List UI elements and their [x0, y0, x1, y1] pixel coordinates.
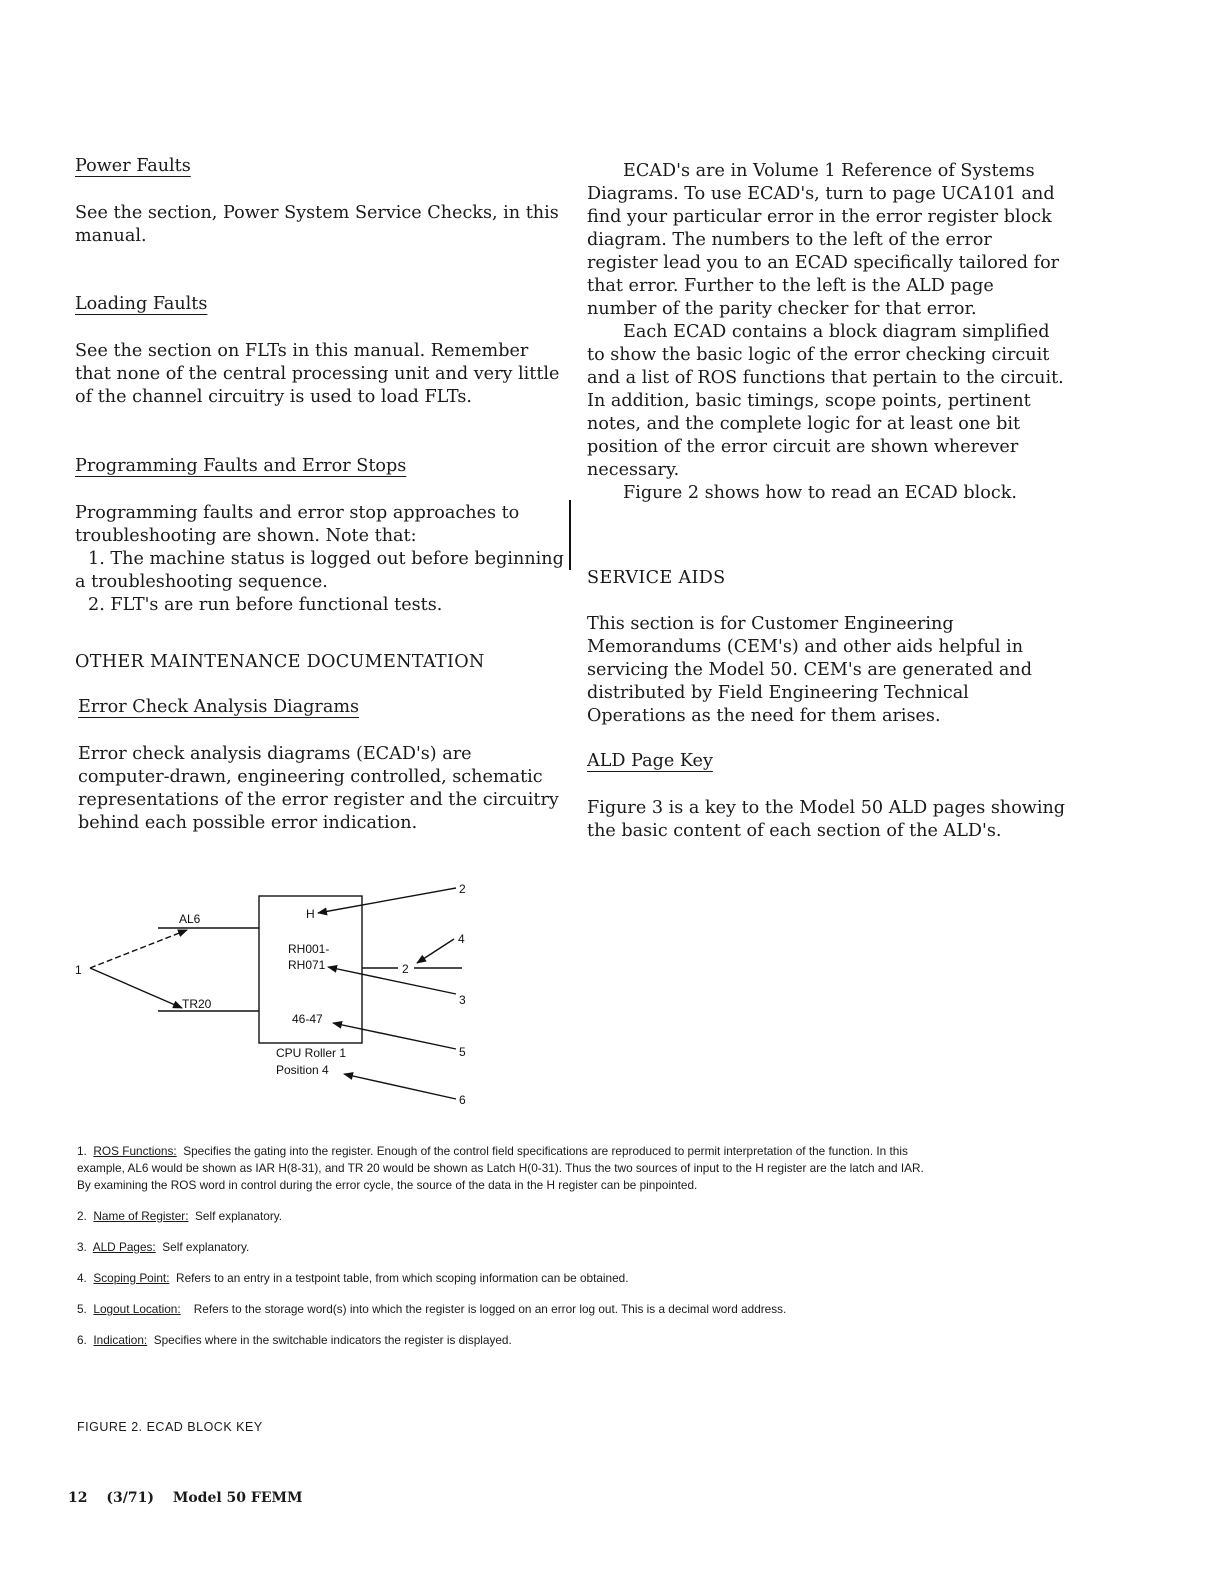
ecad-paragraph-2: Each ECAD contains a block diagram simplified to show the basic logic of the error checking circuit and a list of ROS functions that pertain to the circuit. In addition, basic timings, scope points, pertinent notes, and the complete logic for at least one bit position of the error circuit are shown wherever necessary. [587, 322, 1064, 480]
ecad-block-diagram [60, 875, 500, 1115]
note-6: 6. Indication: Specifies where in the switchable indicators the register is displayed. [77, 1333, 512, 1347]
page-footer [68, 1490, 317, 1506]
note-3: 3. ALD Pages: Self explanatory. [77, 1240, 250, 1254]
callout-2-to-h [318, 888, 456, 913]
label-5: 5 [459, 1045, 466, 1059]
revision-date: (3/71) [106, 1490, 154, 1506]
note-5: 5. Logout Location: Refers to the storage word(s) into which the register is logged on an error log out. This is a decimal word address. [77, 1302, 787, 1316]
right-column [587, 160, 1067, 843]
programming-faults-heading: Programming Faults and Error Stops [75, 456, 407, 476]
callout-4 [417, 939, 454, 963]
manual-title: Model 50 FEMM [172, 1490, 303, 1506]
ecad-paragraph-3: Figure 2 shows how to read an ECAD block. [623, 483, 1017, 503]
label-cpu-roller: CPU Roller 1 [276, 1046, 347, 1060]
label-3: 3 [459, 993, 466, 1007]
note-2: 2. Name of Register: Self explanatory. [77, 1209, 283, 1223]
programming-faults-body: Programming faults and error stop approaches to troubleshooting are shown. Note that: [75, 503, 520, 546]
power-faults-body: See the section, Power System Service Checks, in this manual. [75, 203, 559, 246]
label-position: Position 4 [276, 1063, 329, 1077]
revision-bar [569, 500, 571, 570]
label-rh071: RH071 [288, 958, 326, 972]
callout-1-to-al6 [90, 930, 187, 968]
callout-6 [344, 1074, 456, 1099]
service-aids-heading: SERVICE AIDS [587, 568, 726, 588]
other-docs-heading: OTHER MAINTENANCE DOCUMENTATION [75, 652, 485, 672]
label-6: 6 [459, 1093, 466, 1107]
label-h: H [306, 907, 315, 921]
label-1: 1 [75, 963, 82, 977]
callout-3 [328, 967, 456, 994]
ecad-paragraph-1: ECAD's are in Volume 1 Reference of Systems Diagrams. To use ECAD's, turn to page UCA101 and find your particular error in the error register block diagram. The numbers to the left of the error register lead you to an ECAD specifically tailored for that error. Further to the left is the ALD page number of the parity checker for that error. [587, 161, 1060, 319]
figure-notes [77, 1143, 937, 1363]
label-2-mid: 2 [402, 962, 409, 976]
ecad-intro-body: Error check analysis diagrams (ECAD's) are computer-drawn, engineering controlled, schematic representations of the error register and the circuitry behind each possible error indication. [78, 744, 559, 833]
label-4: 4 [458, 932, 465, 946]
label-2-top: 2 [459, 882, 466, 896]
programming-faults-item-2: 2. FLT's are run before functional tests. [88, 595, 443, 615]
figure-caption: FIGURE 2. ECAD BLOCK KEY [77, 1420, 263, 1434]
page-number: 12 [68, 1490, 88, 1506]
service-aids-body: This section is for Customer Engineering Memorandums (CEM's) and other aids helpful in servicing the Model 50. CEM's are generated and distributed by Field Engineering Technical Operations as the need for them arises. [587, 614, 1032, 726]
ald-page-key-body: Figure 3 is a key to the Model 50 ALD pages showing the basic content of each section of the ALD's. [587, 798, 1066, 841]
callout-1-to-tr20 [90, 968, 182, 1008]
power-faults-heading: Power Faults [75, 156, 191, 176]
programming-faults-item-1: 1. The machine status is logged out before beginning a troubleshooting sequence. [75, 549, 564, 592]
note-4: 4. Scoping Point: Refers to an entry in a testpoint table, from which scoping information can be obtained. [77, 1271, 629, 1285]
note-1: 1. ROS Functions: Specifies the gating into the register. Enough of the control field specifications are reproduced to permit interpretation of the function. In this example, AL6 would be shown as IAR H(8-31), and TR 20 would be shown as Latch H(0-31). Thus the two sources of input to the H register are the latch and IAR. By examining the ROS word in control during the error cycle, the source of the data in the H register can be pinpointed. [77, 1144, 924, 1192]
label-46-47: 46-47 [292, 1012, 323, 1026]
ald-page-key-heading: ALD Page Key [587, 751, 713, 771]
left-column [75, 155, 565, 835]
ecad-subheading: Error Check Analysis Diagrams [78, 697, 360, 717]
label-al6: AL6 [179, 912, 201, 926]
loading-faults-heading: Loading Faults [75, 294, 208, 314]
label-tr20: TR20 [182, 997, 212, 1011]
label-rh001: RH001- [288, 942, 330, 956]
callout-5 [333, 1023, 456, 1049]
loading-faults-body: See the section on FLTs in this manual. Remember that none of the central processing unit and very little of the channel circuitry is used to load FLTs. [75, 341, 560, 407]
